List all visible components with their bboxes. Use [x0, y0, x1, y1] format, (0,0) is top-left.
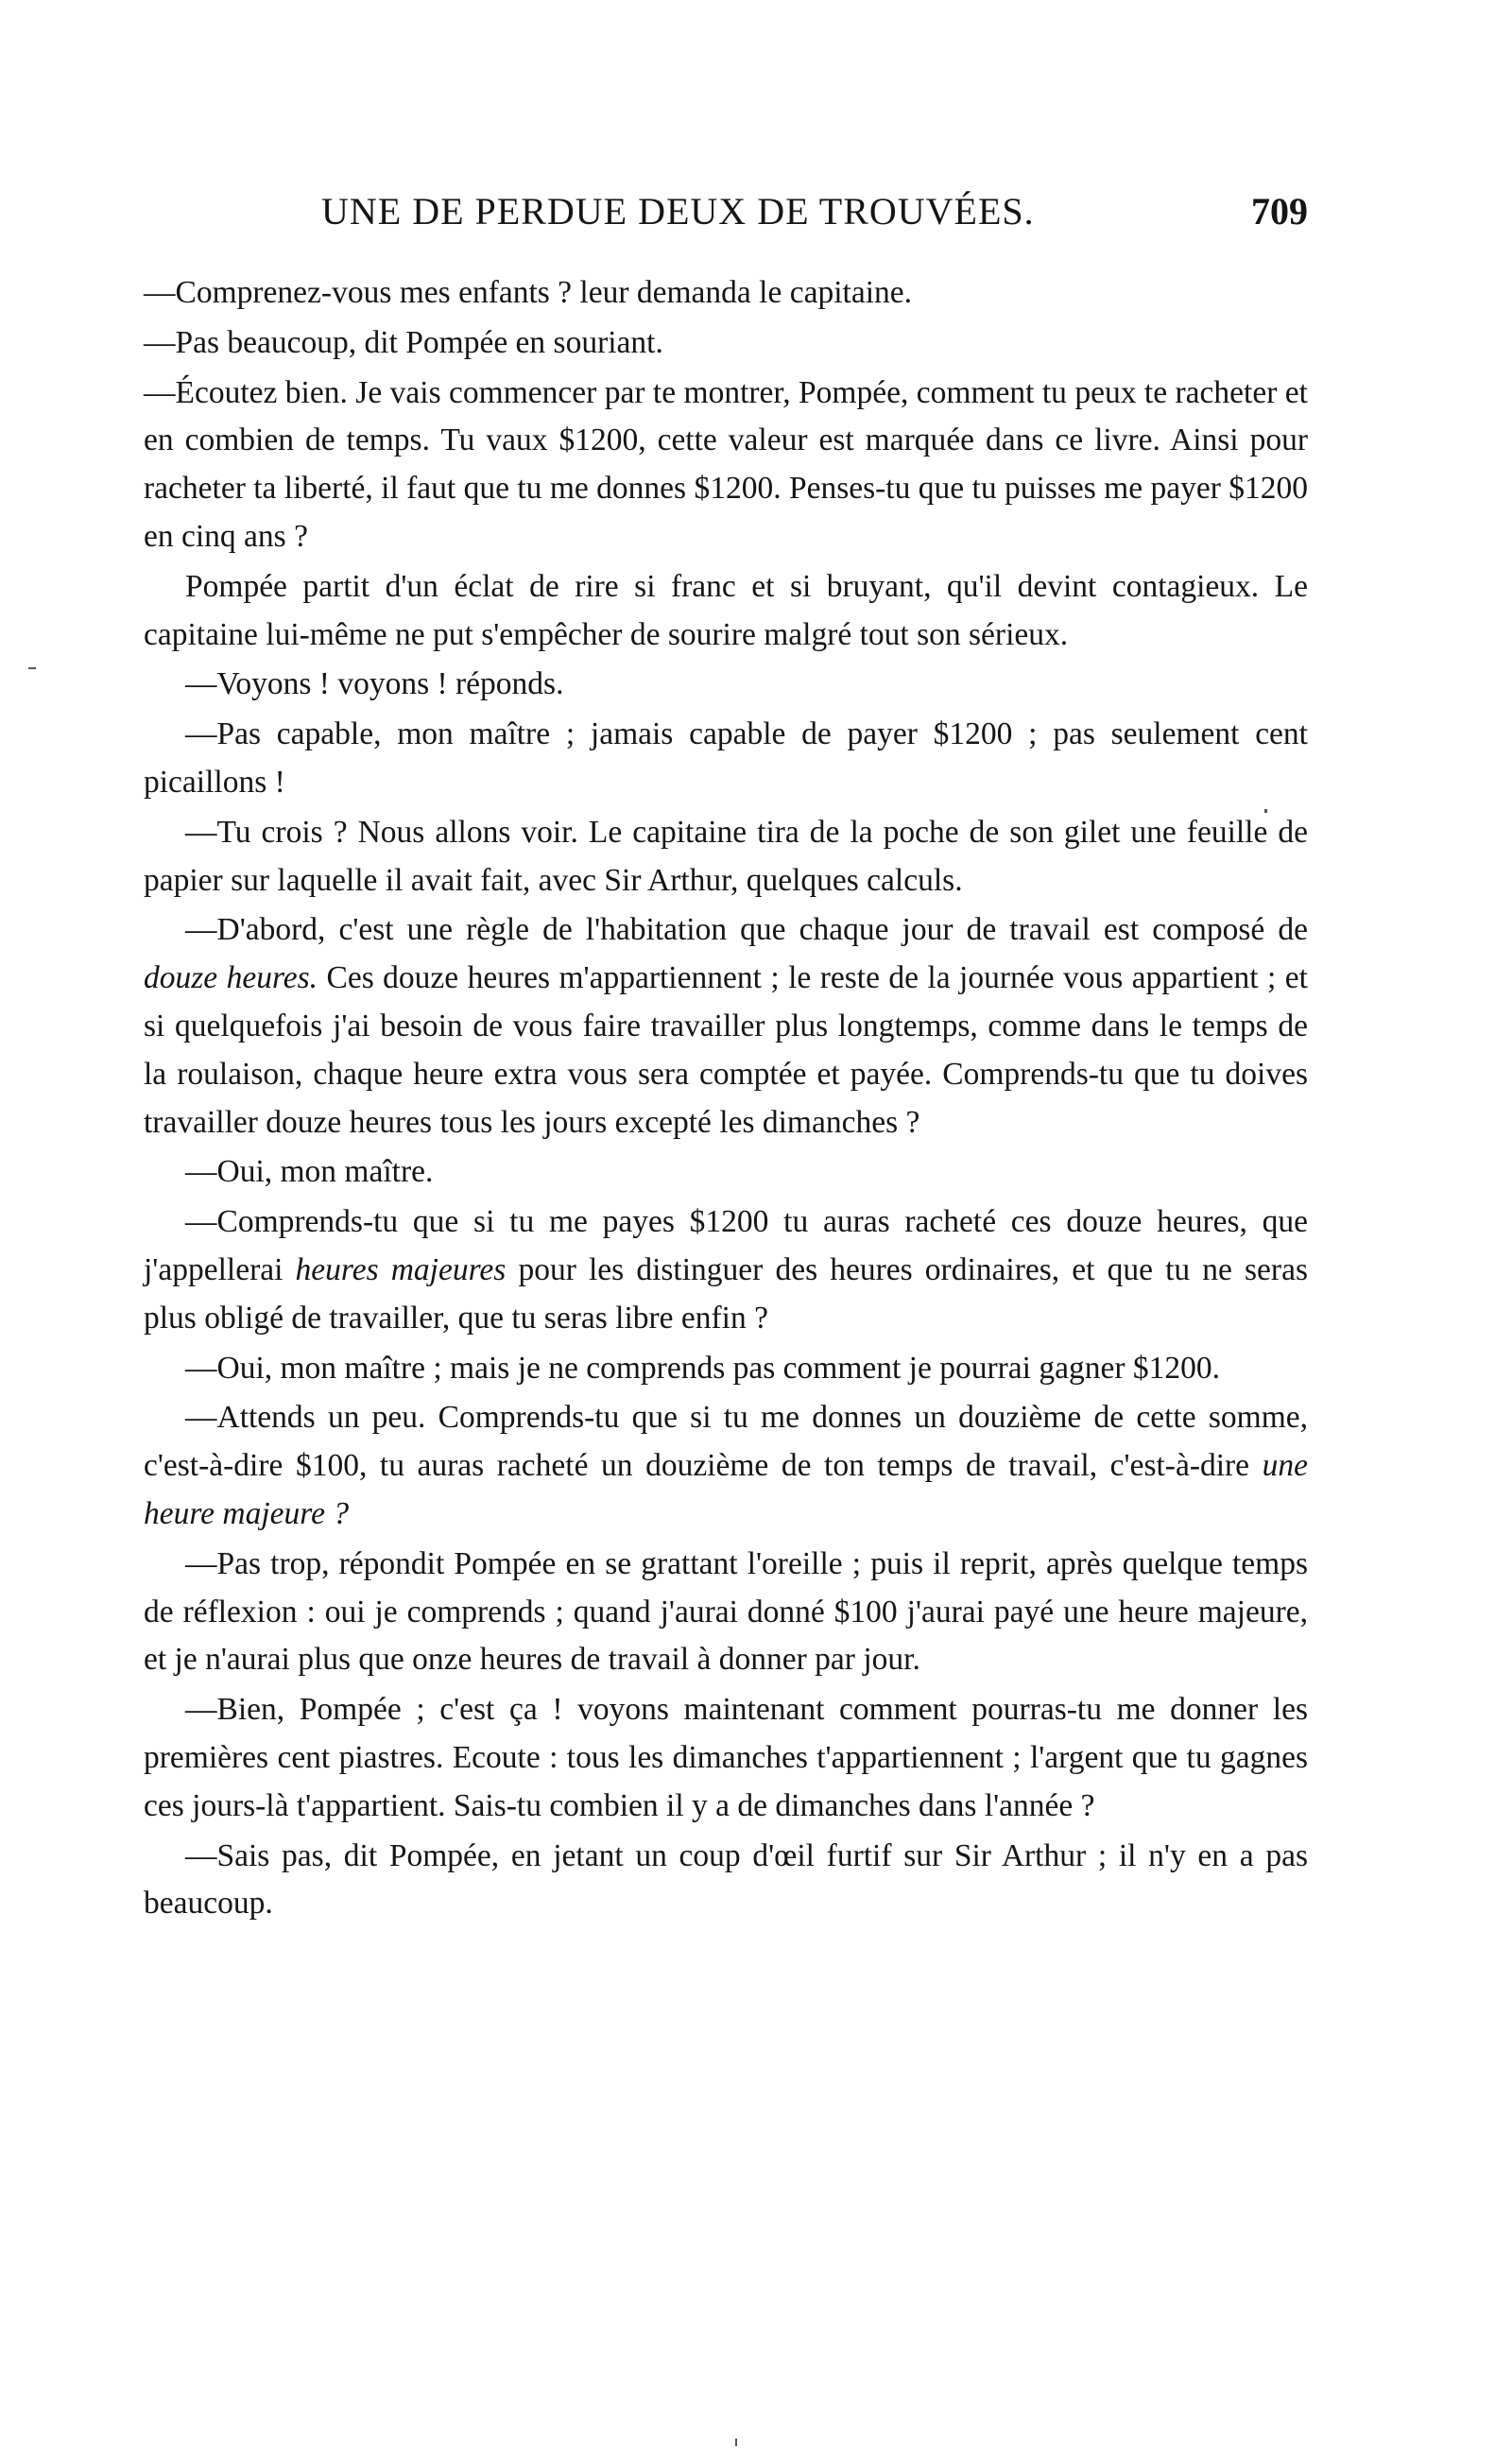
- paragraph: —Oui, mon maître ; mais je ne comprends pas comment je pourrai gagner $1200.: [185, 1350, 1220, 1386]
- paragraph: Pompée partit d'un éclat de rire si franc et si bruyant, qu'il devint contagieux. Le capitaine lui-même ne put s'empêcher de sourire malgré tout son sérieux.: [144, 568, 1308, 652]
- paragraph: [144, 1198, 1308, 1342]
- scan-speck: [1264, 809, 1267, 813]
- page-number: 709: [1251, 190, 1308, 233]
- scan-speck: [28, 667, 36, 669]
- italic-text: douze heures.: [144, 960, 318, 996]
- paragraph: [144, 906, 1308, 1146]
- paragraph: [144, 1394, 1308, 1538]
- paragraph-text: —D'abord, c'est une règle de l'habitation que chaque jour de travail est composé de: [185, 912, 1308, 948]
- paragraph: —Tu crois ? Nous allons voir. Le capitaine tira de la poche de son gilet une feuille de papier sur laquelle il avait fait, avec Sir Arthur, quelques calculs.: [144, 814, 1308, 898]
- paragraph: —Écoutez bien. Je vais commencer par te montrer, Pompée, comment tu peux te racheter et en combien de temps. Tu vaux $1200, cette valeur est marquée dans ce livre. Ainsi pour racheter ta liberté, il faut que tu me donnes $1200. Penses-tu que tu puisses me payer $1200 en cinq ans ?: [144, 374, 1308, 554]
- page-header: [144, 189, 1308, 246]
- paragraph-text: —Comprends-tu que si tu me payes $1200 tu auras racheté ces douze heures, que j'appellerai: [144, 1204, 1308, 1287]
- running-title: UNE DE PERDUE DEUX DE TROUVÉES.: [321, 190, 1035, 233]
- body-text: [144, 269, 1308, 1930]
- paragraph: —Voyons ! voyons ! réponds.: [185, 666, 564, 702]
- paragraph-text: pour les distinguer des heures ordinaires, et que tu ne seras plus obligé de travailler, que tu seras libre enfin ?: [144, 1251, 1308, 1336]
- paragraph: —Pas beaucoup, dit Pompée en souriant.: [144, 324, 663, 360]
- paragraph: —Bien, Pompée ; c'est ça ! voyons maintenant comment pourras-tu me donner les premières cent piastres. Ecoute : tous les dimanches t'appartiennent ; l'argent que tu gagnes ces jours-là t'appartient. Sais-tu combien il y a de dimanches dans l'année ?: [144, 1692, 1308, 1823]
- paragraph-text: Ces douze heures m'appartiennent ; le reste de la journée vous appartient ; et si quelquefois j'ai besoin de vous faire travailler plus longtemps, comme dans le temps de la roulaison, chaque heure extra vous sera comptée et payée. Comprends-tu que tu doives travailler douze heures tous les jours excepté les dimanches ?: [144, 960, 1308, 1140]
- paragraph: —Oui, mon maître.: [185, 1154, 434, 1190]
- scan-speck: [735, 2439, 737, 2446]
- paragraph: —Sais pas, dit Pompée, en jetant un coup d'œil furtif sur Sir Arthur ; il n'y en a pas beaucoup.: [144, 1837, 1308, 1922]
- paragraph: —Comprenez-vous mes enfants ? leur demanda le capitaine.: [144, 275, 912, 310]
- paragraph: —Pas trop, répondit Pompée en se grattant l'oreille ; puis il reprit, après quelque temps de réflexion : oui je comprends ; quand j'aurai donné $100 j'aurai payé une heure majeure, et je n'aurai plus que onze heures de travail à donner par jour.: [144, 1545, 1308, 1678]
- italic-text: une heure majeure ?: [144, 1448, 1308, 1531]
- italic-text: heures majeures: [295, 1251, 507, 1287]
- paragraph-text: —Attends un peu. Comprends-tu que si tu me donnes un douzième de cette somme, c'est-à-dire $100, tu auras racheté un douzième de ton temps de travail, c'est-à-dire: [144, 1400, 1308, 1484]
- paragraph: —Pas capable, mon maître ; jamais capable de payer $1200 ; pas seulement cent picaillons !: [144, 716, 1308, 800]
